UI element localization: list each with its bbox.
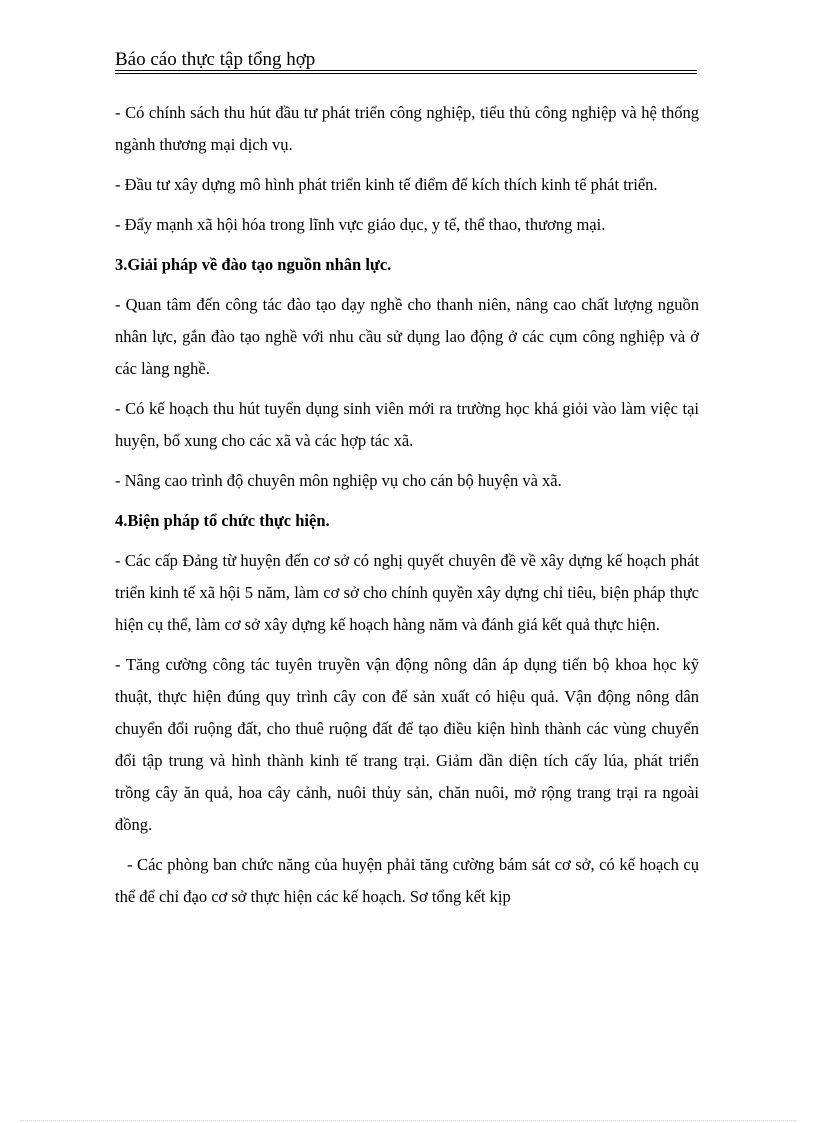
section-heading-training: 3.Giải pháp về đào tạo nguồn nhân lực. — [115, 255, 392, 274]
paragraph-staff-qualification: - Nâng cao trình độ chuyên môn nghiệp vụ cho cán bộ huyện và xã. — [115, 471, 562, 490]
paragraph-investment-policy: - Có chính sách thu hút đầu tư phát triển công nghiệp, tiểu thủ công nghiệp và hệ thống ngành thương mại dịch vụ. — [115, 103, 699, 154]
paragraph-departments: - Các phòng ban chức năng của huyện phải tăng cường bám sát cơ sở, có kế hoạch cụ thể để chỉ đạo cơ sở thực hiện các kế hoạch. Sơ tổng kết kịp — [115, 855, 699, 906]
paragraph-propaganda: - Tăng cường công tác tuyên truyền vận động nông dân áp dụng tiến bộ khoa học kỹ thuật, thực hiện đúng quy trình cây con để sản xuất có hiệu quả. Vận động nông dân chuyển đổi ruộng đất, cho thuê ruộng đất để tạo điều kiện hình thành các vùng chuyển đổi tập trung và hình thành kinh tế trang trại. Giảm dần diện tích cấy lúa, phát triển trồng cây ăn quả, hoa cây cảnh, nuôi thủy sản, chăn nuôi, mở rộng trang trại ra ngoài đồng. — [115, 655, 699, 834]
paragraph-model-investment: - Đầu tư xây dựng mô hình phát triển kinh tế điểm để kích thích kinh tế phát triển. — [115, 175, 658, 194]
paragraph-socialization: - Đẩy mạnh xã hội hóa trong lĩnh vực giáo dục, y tế, thể thao, thương mại. — [115, 215, 606, 234]
page-bottom-divider — [20, 1120, 796, 1121]
document-body — [115, 97, 699, 921]
page-header — [115, 48, 697, 72]
paragraph-vocational-training: - Quan tâm đến công tác đào tạo dạy nghề cho thanh niên, nâng cao chất lượng nguồn nhân lực, gắn đào tạo nghề với nhu cầu sử dụng lao động ở các cụm công nghiệp và ở các làng nghề. — [115, 295, 699, 378]
section-heading-implementation: 4.Biện pháp tổ chức thực hiện. — [115, 511, 330, 530]
paragraph-party-resolution: - Các cấp Đảng từ huyện đến cơ sở có nghị quyết chuyên đề về xây dựng kế hoạch phát triển kinh tế xã hội 5 năm, làm cơ sở cho chính quyền xây dựng chỉ tiêu, biện pháp thực hiện cụ thể, làm cơ sở xây dựng kế hoạch hàng năm và đánh giá kết quả thực hiện. — [115, 551, 699, 634]
header-rule — [115, 70, 697, 71]
header-title: Báo cáo thực tập tổng hợp — [115, 49, 316, 70]
paragraph-recruitment: - Có kế hoạch thu hút tuyển dụng sinh viên mới ra trường học khá giỏi vào làm việc tại huyện, bổ xung cho các xã và các hợp tác xã. — [115, 399, 699, 450]
header-rule-double — [115, 73, 697, 74]
